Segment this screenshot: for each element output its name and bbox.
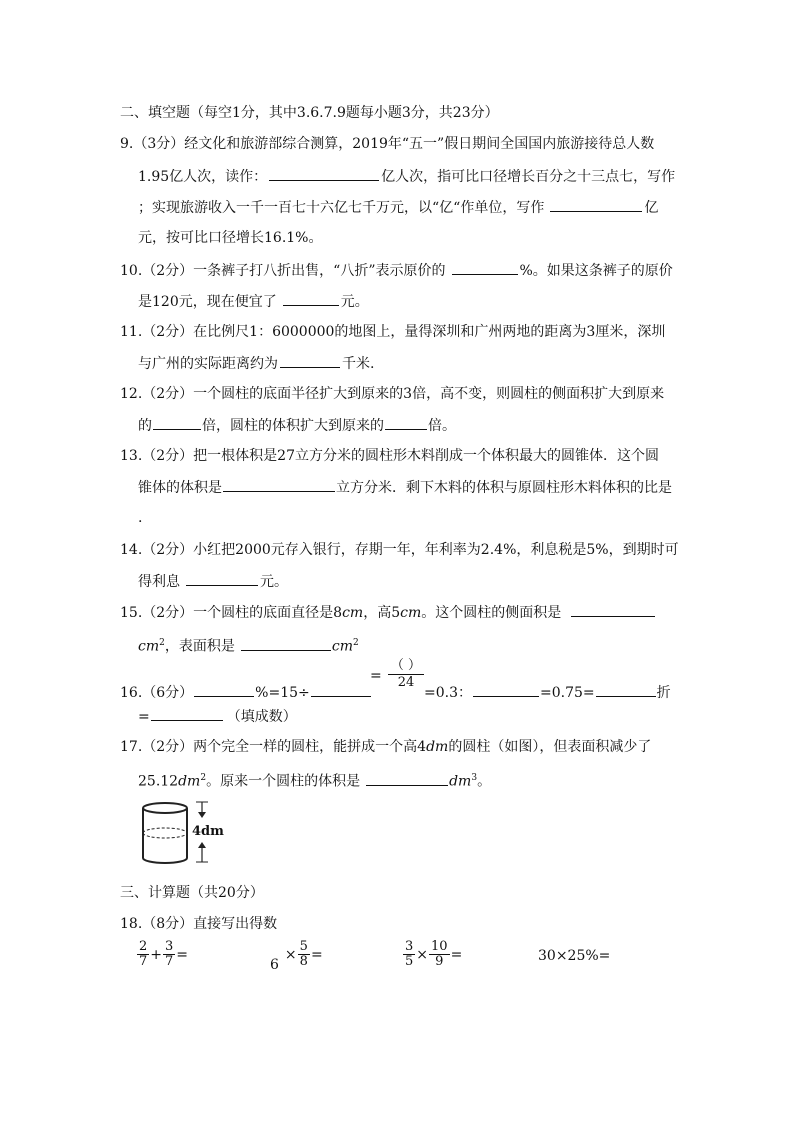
q15-line1: 15.（2分）一个圆柱的底面直径是8cm，高5cm。这个圆柱的侧面积是 xyxy=(120,602,655,623)
section-title-fill-in: 二、填空题（每空1分，其中3.6.7.9题每小题3分，共23分） xyxy=(120,105,499,121)
q12-blank-2[interactable] xyxy=(385,415,427,430)
q13-blank-1[interactable] xyxy=(223,477,335,492)
q16-blank-3[interactable] xyxy=(473,682,539,697)
q13-line2: 锥体的体积是 立方分米．剩下木料的体积与原圆柱形木料体积的比是 xyxy=(138,477,672,498)
q17-cylinder-figure xyxy=(140,796,240,868)
q16-blank-4[interactable] xyxy=(596,682,656,697)
q17-line2: $25.12dm^2$。原来一个圆柱的体积是 $dm^3$。 xyxy=(138,768,491,792)
fraction: $\frac{3}{5}$ xyxy=(405,939,414,969)
q16-blank-2[interactable] xyxy=(311,682,371,697)
q15-blank-1[interactable] xyxy=(571,602,655,617)
fraction: $\frac{10}{9}$ xyxy=(431,939,448,969)
q10-blank-1[interactable] xyxy=(452,260,518,275)
section-title-calculation: 三、计算题（共20分） xyxy=(120,885,264,901)
q14-line1: 14.（2分）小红把2000元存入银行，存期一年，年利率为2.4%，利息税是5%，到期时可 xyxy=(120,542,679,558)
q9-blank-2[interactable] xyxy=(550,197,642,212)
q16-blank-1[interactable] xyxy=(194,682,254,697)
q9-blank-1[interactable] xyxy=(269,166,379,181)
q16-fraction-numerator[interactable]: （ ） xyxy=(388,658,424,675)
q17-line1: 17.（2分）两个完全一样的圆柱，能拼成一个高4dm的圆柱（如图），但表面积减少了 xyxy=(120,739,652,755)
q11-line1: 11.（2分）在比例尺1：6000000的地图上，量得深圳和广州两地的距离为3厘米，深圳 xyxy=(120,324,666,340)
q14-line2: 得利息 元。 xyxy=(138,571,288,592)
q12-line2: 的 倍，圆柱的体积扩大到原来的 倍。 xyxy=(138,415,456,436)
q13-line3: . xyxy=(138,510,143,526)
q14-blank[interactable] xyxy=(186,571,258,586)
q9-line1: 9.（3分）经文化和旅游部综合测算，2019年“五一”假日期间全国国内旅游接待总人数 xyxy=(120,136,655,152)
q9-line4: 元，按可比口径增长16.1%。 xyxy=(138,230,323,246)
q16-eq-sign: = xyxy=(370,668,382,684)
q12-line1: 12.（2分）一个圆柱的底面半径扩大到原来的3倍，高不变，则圆柱的侧面积扩大到原来 xyxy=(120,386,665,402)
fraction: $\frac{3}{7}$ xyxy=(165,939,174,969)
q16-fraction-denominator: 24 xyxy=(397,675,415,690)
q15-blank-2[interactable] xyxy=(241,636,331,651)
q9-line3: ；实现旅游收入一千一百七十六亿七千万元，以“亿“作单位，写作 亿 xyxy=(138,197,658,218)
q18-expr-2: 6 × $\frac{5}{8}$ = xyxy=(270,939,323,973)
q9-line2: 1.95亿人次，读作： 亿人次，指可比口径增长百分之十三点七，写作 xyxy=(138,166,675,187)
q16-fraction xyxy=(388,658,424,691)
q15-line2: $cm^2$，表面积是 $cm^2$ xyxy=(138,633,359,657)
q18-title: 18.（8分）直接写出得数 xyxy=(120,916,278,932)
cylinder-height-label: 4dm xyxy=(192,824,224,839)
q16-line1: 16.（6分） %=15÷ xyxy=(120,682,375,703)
q18-expr-1: $\frac{2}{7}$ + $\frac{3}{7}$ = xyxy=(139,939,189,969)
q18-expr-3: $\frac{3}{5}$ × $\frac{10}{9}$ = xyxy=(405,939,463,969)
q10-line1: 10.（2分）一条裤子打八折出售，“八折”表示原价的 %。如果这条裤子的原价 xyxy=(120,260,673,281)
q10-line2: 是120元，现在便宜了 元。 xyxy=(138,291,369,312)
q17-blank[interactable] xyxy=(366,771,448,786)
q10-blank-2[interactable] xyxy=(283,291,339,306)
q16-blank-5[interactable] xyxy=(151,706,223,721)
fraction: $\frac{2}{7}$ xyxy=(139,939,148,969)
q12-blank-1[interactable] xyxy=(153,415,201,430)
q11-line2: 与广州的实际距离约为 千米. xyxy=(138,353,374,374)
q16-line1-rest: =0.3： =0.75= 折 xyxy=(424,682,671,703)
q16-line2: = （填成数） xyxy=(138,706,297,727)
fraction: $\frac{5}{8}$ xyxy=(299,939,308,969)
q11-blank[interactable] xyxy=(280,353,340,368)
q13-line1: 13.（2分）把一根体积是27立方分米的圆柱形木料削成一个体积最大的圆锥体．这个圆 xyxy=(120,448,659,464)
q18-expr-4: 30×25%= xyxy=(538,948,611,964)
cylinder-diagram xyxy=(140,796,240,868)
